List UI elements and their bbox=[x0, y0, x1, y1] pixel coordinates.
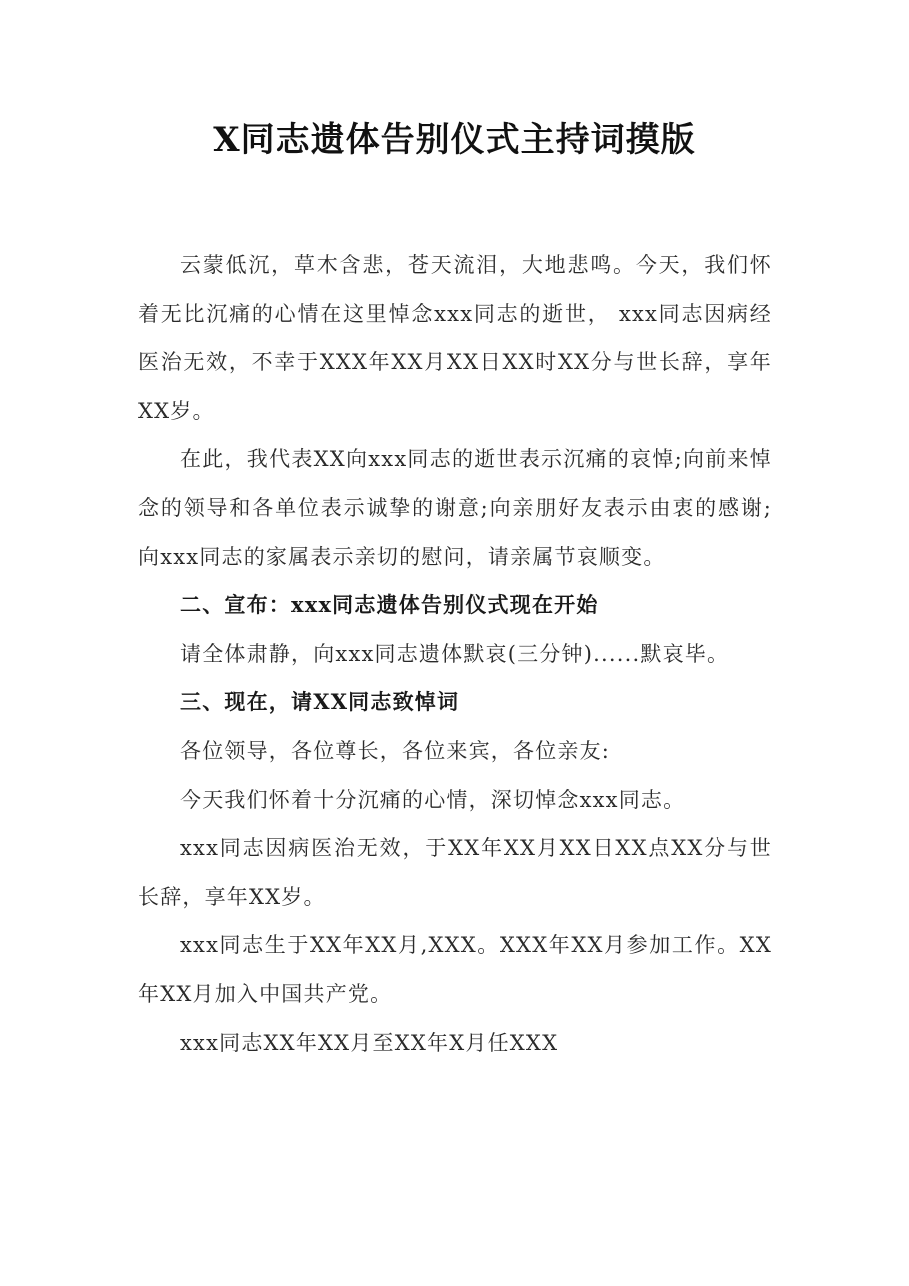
paragraph-opening: 云蒙低沉，草木含悲，苍天流泪，大地悲鸣。今天，我们怀着无比沉痛的心情在这里悼念xxx同志的逝世， xxx同志因病经医治无效，不幸于XXX年XX月XX日XX时XX分与世长辞，享年XX岁。 bbox=[138, 253, 772, 423]
paragraph-greeting: 各位领导，各位尊长，各位来宾，各位亲友: bbox=[180, 738, 611, 763]
paragraph-passing: xxx同志因病医治无效，于XX年XX月XX日XX点XX分与世长辞，享年XX岁。 bbox=[138, 836, 772, 909]
paragraph-biography: xxx同志生于XX年XX月,XXX。XXX年XX月参加工作。XX年XX月加入中国共产党。 bbox=[138, 933, 772, 1006]
paragraph-career: xxx同志XX年XX月至XX年X月任XXX bbox=[180, 1030, 559, 1055]
paragraph-silence: 请全体肃静，向xxx同志遗体默哀(三分钟)......默哀毕。 bbox=[180, 641, 730, 666]
paragraph-condolence: 在此，我代表XX向xxx同志的逝世表示沉痛的哀悼;向前来悼念的领导和各单位表示诚挚的谢意;向亲朋好友表示由衷的感谢;向xxx同志的家属表示亲切的慰问，请亲属节哀顺变。 bbox=[138, 447, 772, 569]
paragraph-mourning: 今天我们怀着十分沉痛的心情，深切悼念xxx同志。 bbox=[180, 787, 686, 812]
document-title: X同志遗体告别仪式主持词摸版 bbox=[213, 120, 696, 160]
document-body bbox=[138, 241, 772, 1067]
section-heading-eulogy: 三、现在，请XX同志致悼词 bbox=[180, 689, 460, 715]
section-heading-announce: 二、宣布：xxx同志遗体告别仪式现在开始 bbox=[180, 592, 599, 618]
